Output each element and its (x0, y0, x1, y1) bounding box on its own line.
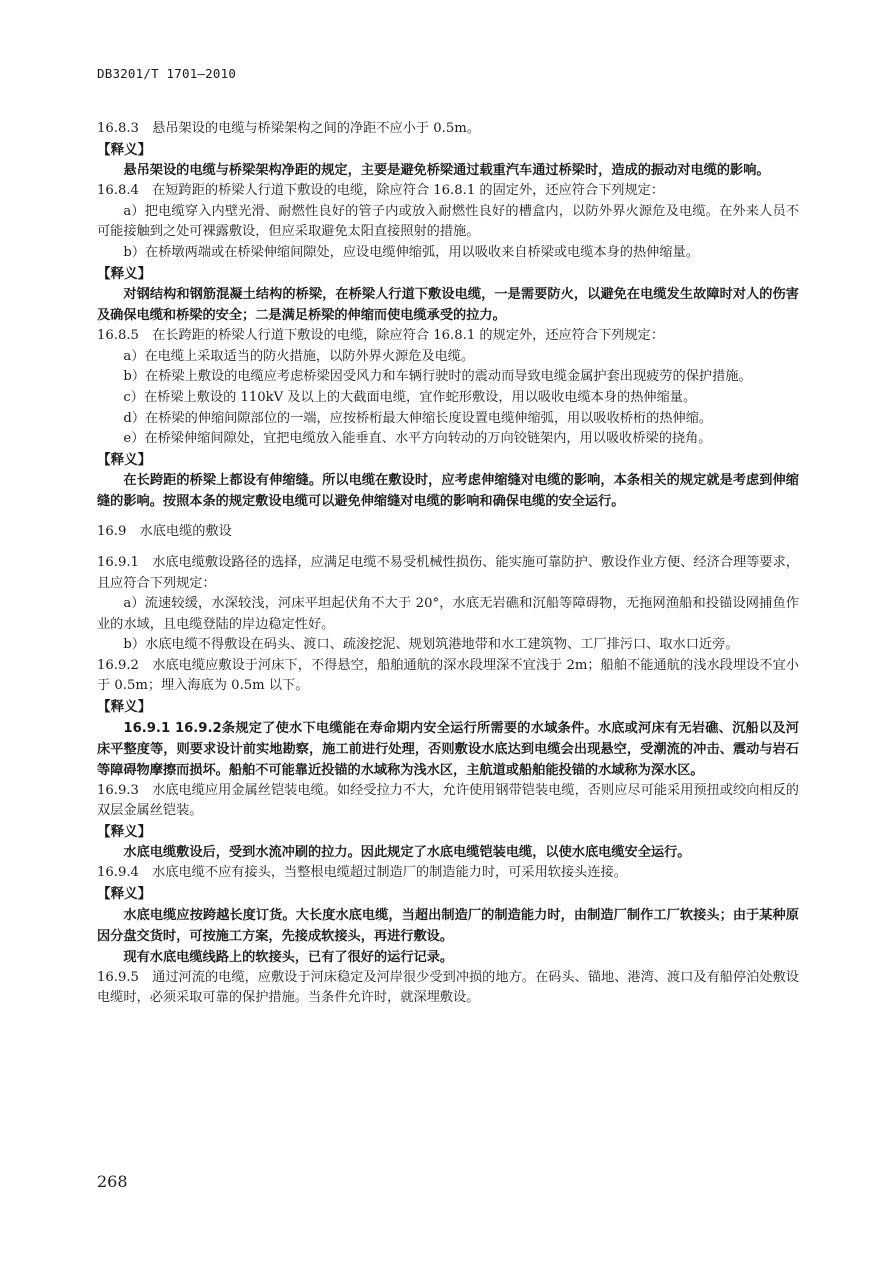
explanation-label: 【释义】 (97, 451, 152, 468)
explanation-paragraph: 对钢结构和钢筋混凝土结构的桥梁，在桥梁人行道下敷设电缆，一是需要防火，以避免在电缆发生故障时对人的伤害及确保电缆和桥梁的安全；二是满足桥梁的伸缩而使电缆承受的拉力。 (97, 287, 799, 324)
explanation-label: 【释义】 (97, 265, 152, 282)
explanation-label: 【释义】 (97, 823, 152, 840)
list-item: a）把电缆穿入内壁光滑、耐燃性良好的管子内或放入耐燃性良好的槽盒内，以防外界火源危及电缆。在外来人员不可能接触到之处可裸露敷设，但应采取避免太阳直接照射的措施。 (97, 203, 799, 240)
explanation-paragraph: 16.9.1 16.9.2条规定了使水下电缆能在寿命期内安全运行所需要的水域条件。水底或河床有无岩礁、沉船以及河床平整度等，则要求设计前实地勘察，施工前进行处理，否则敷设水底达到电缆会出现悬空，受潮流的冲击、震动与岩石等障碍物摩擦而损坏。船舶不可能靠近投锚的水域称为浅水区，主航道或船舶能投锚的水域称为深水区。 (97, 720, 799, 778)
list-item: b）在桥墩两端或在桥梁伸缩间隙处，应设电缆伸缩弧，用以吸收来自桥梁或电缆本身的热伸缩量。 (123, 244, 699, 260)
explanation-label: 【释义】 (97, 699, 152, 716)
document-code: DB3201/T 1701—2010 (97, 66, 237, 81)
clause-paragraph: 16.8.3 悬吊架设的电缆与桥梁架构之间的净距不应小于 0.5m。 (97, 121, 480, 136)
clause-paragraph: 16.8.4 在短跨距的桥梁人行道下敷设的电缆，除应符合 16.8.1 的固定外，还应符合下列规定： (97, 183, 665, 199)
list-item: d）在桥梁的伸缩间隙部位的一端，应按桥桁最大伸缩长度设置电缆伸缩弧，用以吸收桥桁的热伸缩。 (123, 410, 713, 426)
clause-paragraph: 16.9.1 水底电缆敷设路径的选择，应满足电缆不易受机械性损伤、能实施可靠防护、敷设作业方便、经济合理等要求，且应符合下列规定： (97, 554, 799, 591)
list-item: a）流速较缓，水深较浅，河床平坦起伏角不大于 20°，水底无岩礁和沉船等障碍物，无拖网渔船和投锚设网捕鱼作业的水域，且电缆登陆的岸边稳定性好。 (97, 596, 799, 632)
explanation-paragraph: 在长跨距的桥梁上都设有伸缩缝。所以电缆在敷设时，应考虑伸缩缝对电缆的影响，本条相关的规定就是考虑到伸缩缝的影响。按照本条的规定敷设电缆可以避免伸缩缝对电缆的影响和确保电缆的安全运行。 (97, 473, 799, 510)
explanation-paragraph: 悬吊架设的电缆与桥梁架构净距的规定，主要是避免桥梁通过载重汽车通过桥梁时，造成的振动对电缆的影响。 (123, 163, 770, 179)
explanation-paragraph: 水底电缆敷设后，受到水流冲刷的拉力。因此规定了水底电缆铠装电缆，以使水底电缆安全运行。 (123, 845, 691, 861)
section-heading: 16.9 水底电缆的敷设 (97, 524, 232, 540)
page-number: 268 (97, 1172, 128, 1191)
list-item: e）在桥梁伸缩间隙处，宜把电缆放入能垂直、水平方向转动的万向铰链架内，用以吸收桥梁的挠角。 (123, 431, 712, 447)
list-item: b）水底电缆不得敷设在码头、渡口、疏浚挖泥、规划筑港地带和水工建筑物、工厂排污口、取水口近旁。 (123, 637, 739, 653)
clause-paragraph: 16.9.4 水底电缆不应有接头，当整根电缆超过制造厂的制造能力时，可采用软接头连接。 (97, 865, 627, 881)
explanation-paragraph: 现有水底电缆线路上的软接头，已有了很好的运行记录。 (123, 949, 454, 965)
list-item: a）在电缆上采取适当的防火措施，以防外界火源危及电缆。 (123, 348, 475, 364)
clause-paragraph: 16.9.5 通过河流的电缆，应敷设于河床稳定及河岸很少受到冲损的地方。在码头、锚地、港湾、渡口及有船停泊处敷设电缆时，必须采取可靠的保护措施。当条件允许时，就深埋敷设。 (97, 969, 799, 1006)
explanation-label: 【释义】 (97, 141, 152, 158)
list-item: b）在桥梁上敷设的电缆应考虑桥梁因受风力和车辆行驶时的震动而导致电缆金属护套出现疲劳的保护措施。 (123, 369, 752, 385)
page-body (97, 119, 799, 1009)
explanation-paragraph: 水底电缆应按跨越长度订货。大长度水底电缆，当超出制造厂的制造能力时，由制造厂制作工厂软接头；由于某种原因分盘交货时，可按施工方案，先接成软接头，再进行敷设。 (97, 907, 799, 944)
clause-paragraph: 16.8.5 在长跨距的桥梁人行道下敷设的电缆，除应符合 16.8.1 的规定外，还应符合下列规定： (97, 328, 665, 344)
clause-paragraph: 16.9.3 水底电缆应用金属丝铠装电缆。如经受拉力不大，允许使用钢带铠装电缆，否则应尽可能采用预扭或绞向相反的双层金属丝铠装。 (97, 782, 799, 819)
list-item: c）在桥梁上敷设的 110kV 及以上的大截面电缆，宜作蛇形敷设，用以吸收电缆本身的热伸缩量。 (123, 389, 697, 405)
explanation-label: 【释义】 (97, 886, 152, 903)
clause-paragraph: 16.9.2 水底电缆应敷设于河床下，不得悬空，船舶通航的深水段埋深不宜浅于 2m；船舶不能通航的浅水段埋设不宜小于 0.5m；埋入海底为 0.5m 以下。 (97, 657, 799, 694)
